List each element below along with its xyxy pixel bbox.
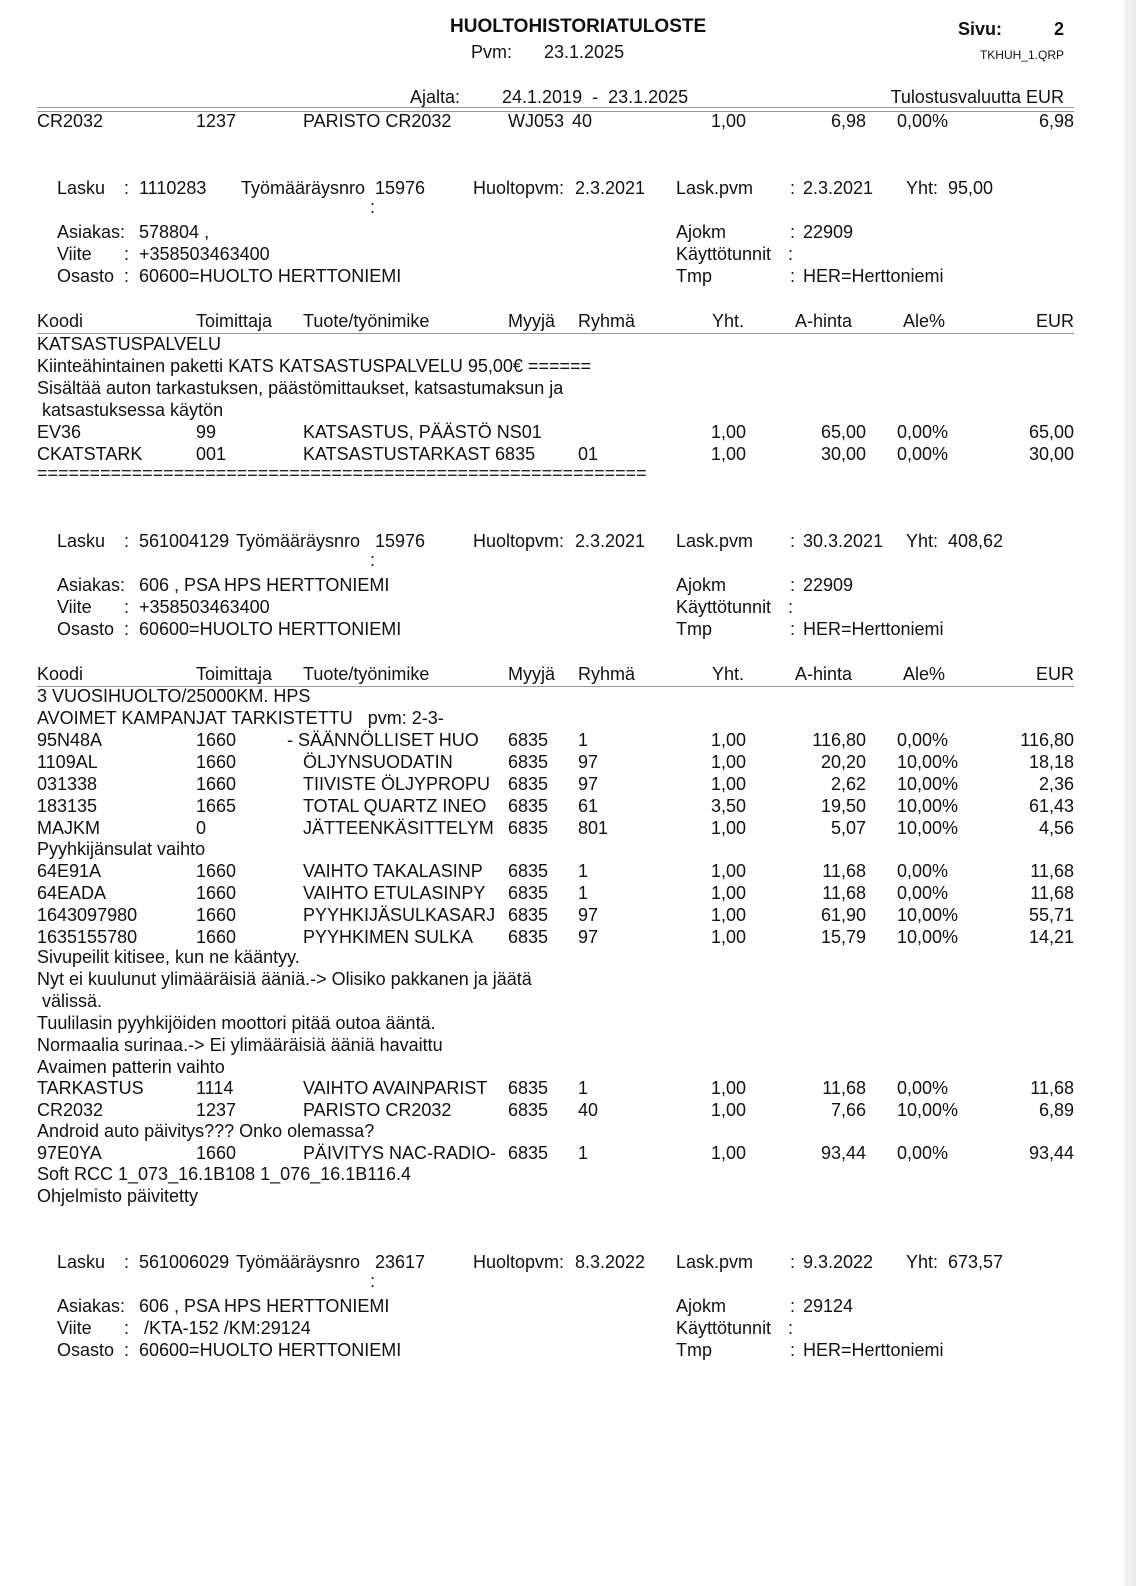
cell-qty: 1,00: [710, 730, 746, 750]
invoice-date-label: Lask.pvm: [676, 178, 754, 198]
note-line: Nyt ei kuulunut ylimääräisiä ääniä.-> Olisiko pakkanen ja jäätä: [37, 969, 532, 989]
mileage-colon: :: [790, 222, 796, 242]
cell-unit-price: 5,07: [830, 818, 866, 838]
cell-product: VAIHTO AVAINPARIST: [303, 1078, 488, 1098]
cell-group: 97: [578, 905, 599, 925]
cell-group: 1: [578, 861, 589, 881]
invoice-date-colon: :: [790, 178, 796, 198]
cell-qty: 1,00: [710, 883, 746, 903]
cell-product: - SÄÄNNÖLLISET HUO: [287, 730, 479, 750]
period-value: 24.1.2019 - 23.1.2025: [502, 87, 689, 107]
column-header: [0, 663, 1136, 685]
reference-value: /KTA-152 /KM:29124: [139, 1318, 311, 1338]
cell-unit-price: 11,68: [822, 883, 866, 903]
invoice-label: Lasku: [57, 178, 106, 198]
col-group: Ryhmä: [578, 311, 636, 331]
mileage-label: Ajokm: [676, 1296, 727, 1316]
cell-seller: 6835: [508, 1078, 549, 1098]
invoice-label: Lasku: [57, 1252, 106, 1272]
cell-group: 1: [578, 883, 589, 903]
currency-label: Tulostusvaluutta EUR: [890, 87, 1064, 107]
cell-eur: 18,18: [1028, 752, 1074, 772]
note-line: Pyyhkijänsulat vaihto: [37, 839, 206, 859]
operating-hours-colon: :: [788, 244, 794, 264]
mileage-colon: :: [790, 1296, 796, 1316]
service-date: 2.3.2021: [575, 531, 646, 551]
cell-code: MAJKM: [37, 818, 100, 838]
col-discount: Ale%: [903, 311, 946, 331]
note-line: välissä.: [37, 991, 103, 1011]
customer-value: 578804 ,: [139, 222, 210, 242]
cell-product: PARISTO CR2032: [303, 111, 452, 131]
cell-code: 1635155780: [37, 927, 138, 947]
cell-unit-price: 61,90: [820, 905, 866, 925]
note-line: Kiinteähintainen paketti KATS KATSASTUSPALVELU 95,00€ ======: [37, 356, 592, 376]
cell-product: KATSASTUS, PÄÄSTÖ NS01: [303, 422, 542, 442]
note-line: Avaimen patterin vaihto: [37, 1057, 225, 1077]
cell-product: KATSASTUSTARKAST 6835: [303, 444, 536, 464]
operating-hours-colon: :: [788, 597, 794, 617]
cell-discount: 10,00%: [897, 818, 959, 838]
reference-value: +358503463400: [139, 597, 270, 617]
cell-qty: 1,00: [710, 861, 746, 881]
operating-hours-label: Käyttötunnit: [676, 597, 772, 617]
service-date-label: Huoltopvm:: [473, 1252, 565, 1272]
note-line: Android auto päivitys??? Onko olemassa?: [37, 1121, 375, 1141]
cell-code: CKATSTARK: [37, 444, 143, 464]
operating-hours-colon: :: [788, 1318, 794, 1338]
mileage-value: 22909: [803, 222, 854, 242]
operating-hours-label: Käyttötunnit: [676, 1318, 772, 1338]
reference-colon: :: [124, 597, 130, 617]
cell-discount: 0,00%: [897, 730, 949, 750]
col-seller: Myyjä: [508, 664, 556, 684]
cell-supplier: 99: [196, 422, 217, 442]
cell-seller: 6835: [508, 883, 549, 903]
page-number: 2: [1053, 19, 1064, 39]
work-order-label: Työmääräysnro: [236, 531, 361, 551]
cell-seller: WJ053: [508, 111, 565, 131]
col-code: Koodi: [37, 664, 84, 684]
cell-group: 97: [578, 774, 599, 794]
cell-eur: 14,21: [1028, 927, 1074, 947]
cell-code: 1109AL: [37, 752, 98, 772]
cell-seller: 6835: [508, 752, 549, 772]
cell-supplier: 1660: [196, 861, 237, 881]
service-date-label: Huoltopvm:: [473, 178, 565, 198]
cell-eur: 61,43: [1028, 796, 1074, 816]
location-colon: :: [790, 266, 796, 286]
separator-line: ==========================================================: [37, 463, 647, 483]
service-date: 2.3.2021: [575, 178, 646, 198]
work-order-number: 15976: [375, 178, 426, 198]
cell-seller: 6835: [508, 1100, 549, 1120]
col-unit-price: A-hinta: [795, 311, 853, 331]
cell-eur: 30,00: [1028, 444, 1074, 464]
cell-qty: 1,00: [710, 422, 746, 442]
department-value: 60600=HUOLTO HERTTONIEMI: [139, 1340, 402, 1360]
total-label: Yht:: [906, 531, 939, 551]
cell-group: 61: [578, 796, 599, 816]
cell-supplier: 1665: [196, 796, 237, 816]
report-title: HUOLTOHISTORIATULOSTE: [450, 16, 707, 37]
cell-eur: 11,68: [1030, 861, 1074, 881]
cell-qty: 3,50: [710, 796, 746, 816]
cell-product: TOTAL QUARTZ INEO: [303, 796, 487, 816]
page-label: Sivu:: [958, 19, 1003, 39]
mileage-value: 22909: [803, 575, 854, 595]
invoice-date: 9.3.2022: [803, 1252, 874, 1272]
cell-product: VAIHTO TAKALASINP: [303, 861, 483, 881]
reference-colon: :: [124, 1318, 130, 1338]
note-line: Tuulilasin pyyhkijöiden moottori pitää outoa ääntä.: [37, 1013, 436, 1033]
cell-unit-price: 15,79: [820, 927, 866, 947]
cell-discount: 10,00%: [897, 1100, 959, 1120]
invoice-number: 561006029: [139, 1252, 230, 1272]
table-row: [0, 1142, 1136, 1164]
customer-label: Asiakas:: [57, 222, 126, 242]
col-qty: Yht.: [712, 311, 745, 331]
cell-product: PYYHKIMEN SULKA: [303, 927, 474, 947]
work-order-colon: :: [370, 197, 376, 217]
table-row: [0, 773, 1136, 795]
cell-supplier: 1660: [196, 752, 237, 772]
cell-supplier: 1660: [196, 883, 237, 903]
col-eur: EUR: [1035, 664, 1074, 684]
invoice-number: 1110283: [139, 178, 207, 198]
table-row: [0, 904, 1136, 926]
note-line: AVOIMET KAMPANJAT TARKISTETTU pvm: 2-3-: [37, 708, 444, 728]
cell-code: 97E0YA: [37, 1143, 102, 1163]
report-code: TKHUH_1.QRP: [979, 48, 1064, 62]
cell-group: 01: [578, 444, 599, 464]
cell-product: ÖLJYNSUODATIN: [303, 752, 453, 772]
cell-code: EV36: [37, 422, 82, 442]
table-row: [0, 421, 1136, 443]
cell-discount: 10,00%: [897, 905, 959, 925]
department-value: 60600=HUOLTO HERTTONIEMI: [139, 266, 402, 286]
cell-unit-price: 65,00: [820, 422, 866, 442]
cell-unit-price: 93,44: [820, 1143, 866, 1163]
cell-discount: 10,00%: [897, 796, 959, 816]
note-line: 3 VUOSIHUOLTO/25000KM. HPS: [37, 686, 311, 706]
cell-qty: 1,00: [710, 818, 746, 838]
customer-value: 606 , PSA HPS HERTTONIEMI: [139, 1296, 390, 1316]
department-colon: :: [124, 619, 130, 639]
cell-qty: 1,00: [710, 111, 746, 131]
cell-qty: 1,00: [710, 1143, 746, 1163]
cell-eur: 55,71: [1028, 905, 1074, 925]
cell-group: 97: [578, 927, 599, 947]
location-value: HER=Herttoniemi: [803, 266, 944, 286]
cell-unit-price: 19,50: [820, 796, 866, 816]
cell-supplier: 1237: [196, 111, 237, 131]
cell-discount: 0,00%: [897, 883, 949, 903]
cell-group: 40: [578, 1100, 599, 1120]
note-line: katsastuksessa käytön: [37, 400, 224, 420]
cell-supplier: 001: [196, 444, 227, 464]
total-label: Yht:: [906, 178, 939, 198]
cell-code: 031338: [37, 774, 98, 794]
cell-eur: 116,80: [1020, 730, 1074, 750]
cell-supplier: 1114: [196, 1078, 234, 1098]
customer-label: Asiakas:: [57, 1296, 126, 1316]
invoice-date: 30.3.2021: [803, 531, 884, 551]
cell-seller: 6835: [508, 1143, 549, 1163]
reference-value: +358503463400: [139, 244, 270, 264]
location-label: Tmp: [676, 1340, 712, 1360]
cell-group: 801: [578, 818, 609, 838]
cell-supplier: 1660: [196, 927, 237, 947]
invoice-date: 2.3.2021: [803, 178, 874, 198]
invoice-date-colon: :: [790, 531, 796, 551]
col-discount: Ale%: [903, 664, 946, 684]
cell-qty: 1,00: [710, 1078, 746, 1098]
cell-discount: 10,00%: [897, 752, 959, 772]
table-row: [0, 1077, 1136, 1099]
mileage-label: Ajokm: [676, 222, 727, 242]
cell-discount: 0,00%: [897, 444, 949, 464]
invoice-number: 561004129: [139, 531, 230, 551]
table-row: [0, 751, 1136, 773]
cell-code: 64EADA: [37, 883, 107, 903]
cell-eur: 93,44: [1028, 1143, 1074, 1163]
col-eur: EUR: [1035, 311, 1074, 331]
reference-label: Viite: [57, 1318, 92, 1338]
cell-discount: 10,00%: [897, 927, 959, 947]
work-order-label: Työmääräysnro: [241, 178, 366, 198]
invoice-date-label: Lask.pvm: [676, 531, 754, 551]
print-date-value: 23.1.2025: [544, 42, 625, 62]
department-label: Osasto: [57, 266, 115, 286]
cell-discount: 0,00%: [897, 422, 949, 442]
invoice-colon: :: [124, 1252, 130, 1272]
cell-seller: 6835: [508, 774, 549, 794]
note-line: Sivupeilit kitisee, kun ne kääntyy.: [37, 947, 300, 967]
table-row: [0, 729, 1136, 751]
department-label: Osasto: [57, 619, 115, 639]
note-line: Ohjelmisto päivitetty: [37, 1186, 199, 1206]
mileage-colon: :: [790, 575, 796, 595]
col-unit-price: A-hinta: [795, 664, 853, 684]
cell-seller: 6835: [508, 905, 549, 925]
cell-supplier: 1660: [196, 905, 237, 925]
cell-discount: 10,00%: [897, 774, 959, 794]
cell-group: 1: [578, 1078, 589, 1098]
location-label: Tmp: [676, 266, 712, 286]
work-order-number: 15976: [375, 531, 426, 551]
cell-unit-price: 2,62: [830, 774, 866, 794]
col-supplier: Toimittaja: [196, 311, 273, 331]
work-order-number: 23617: [375, 1252, 426, 1272]
cell-code: TARKASTUS: [37, 1078, 144, 1098]
cell-unit-price: 116,80: [812, 730, 866, 750]
col-seller: Myyjä: [508, 311, 556, 331]
location-colon: :: [790, 619, 796, 639]
work-order-colon: :: [370, 550, 376, 570]
cell-qty: 1,00: [710, 905, 746, 925]
cell-eur: 6,89: [1038, 1100, 1074, 1120]
mileage-label: Ajokm: [676, 575, 727, 595]
invoice-colon: :: [124, 531, 130, 551]
cell-supplier: 0: [196, 818, 207, 838]
cell-seller: 6835: [508, 927, 549, 947]
cell-group: 40: [572, 111, 593, 131]
cell-unit-price: 20,20: [820, 752, 866, 772]
cell-eur: 2,36: [1038, 774, 1074, 794]
cell-seller: 6835: [508, 818, 549, 838]
cell-code: 1643097980: [37, 905, 138, 925]
col-product: Tuote/työnimike: [303, 311, 430, 331]
note-line: KATSASTUSPALVELU: [37, 334, 222, 354]
cell-code: CR2032: [37, 1100, 104, 1120]
col-supplier: Toimittaja: [196, 664, 273, 684]
location-colon: :: [790, 1340, 796, 1360]
work-order-label: Työmääräysnro: [236, 1252, 361, 1272]
cell-eur: 11,68: [1030, 1078, 1074, 1098]
cell-discount: 0,00%: [897, 1143, 949, 1163]
location-value: HER=Herttoniemi: [803, 619, 944, 639]
service-date-label: Huoltopvm:: [473, 531, 565, 551]
invoice-date-label: Lask.pvm: [676, 1252, 754, 1272]
cell-group: 1: [578, 730, 589, 750]
cell-supplier: 1660: [196, 774, 237, 794]
col-qty: Yht.: [712, 664, 745, 684]
department-value: 60600=HUOLTO HERTTONIEMI: [139, 619, 402, 639]
cell-unit-price: 11,68: [822, 1078, 866, 1098]
cell-supplier: 1660: [196, 730, 237, 750]
cell-code: 183135: [37, 796, 98, 816]
cell-discount: 0,00%: [897, 111, 949, 131]
note-line: Soft RCC 1_073_16.1B108 1_076_16.1B116.4: [37, 1164, 411, 1184]
department-colon: :: [124, 1340, 130, 1360]
operating-hours-label: Käyttötunnit: [676, 244, 772, 264]
cell-code: 64E91A: [37, 861, 102, 881]
cell-unit-price: 7,66: [830, 1100, 866, 1120]
cell-qty: 1,00: [710, 444, 746, 464]
cell-code: CR2032: [37, 111, 104, 131]
invoice-colon: :: [124, 178, 135, 198]
department-label: Osasto: [57, 1340, 115, 1360]
note-line: Sisältää auton tarkastuksen, päästömittaukset, katsastumaksun ja: [37, 378, 564, 398]
cell-group: 1: [578, 1143, 589, 1163]
cell-qty: 1,00: [710, 752, 746, 772]
col-code: Koodi: [37, 311, 84, 331]
table-row: [0, 926, 1136, 948]
work-order-colon: :: [370, 1271, 376, 1291]
cell-product: PARISTO CR2032: [303, 1100, 452, 1120]
cell-seller: 6835: [508, 861, 549, 881]
location-label: Tmp: [676, 619, 712, 639]
cell-seller: 6835: [508, 796, 549, 816]
department-colon: :: [124, 266, 130, 286]
cell-eur: 11,68: [1030, 883, 1074, 903]
cell-unit-price: 30,00: [820, 444, 866, 464]
cell-group: 97: [578, 752, 599, 772]
cell-product: JÄTTEENKÄSITTELYM: [303, 818, 494, 838]
cell-qty: 1,00: [710, 927, 746, 947]
cell-code: 95N48A: [37, 730, 103, 750]
invoice-total: 95,00: [948, 178, 994, 198]
cell-unit-price: 11,68: [822, 861, 866, 881]
invoice-total: 408,62: [948, 531, 1004, 551]
cell-product: TIIVISTE ÖLJYPROPU: [303, 774, 491, 794]
total-label: Yht:: [906, 1252, 939, 1272]
cell-supplier: 1660: [196, 1143, 237, 1163]
cell-qty: 1,00: [710, 1100, 746, 1120]
cell-eur: 4,56: [1038, 818, 1074, 838]
cell-eur: 6,98: [1038, 111, 1074, 131]
table-row: [0, 860, 1136, 882]
table-row: [0, 795, 1136, 817]
mileage-value: 29124: [803, 1296, 854, 1316]
print-date-label: Pvm:: [471, 42, 513, 62]
table-row: [0, 1099, 1136, 1121]
reference-label: Viite: [57, 597, 92, 617]
cell-qty: 1,00: [710, 774, 746, 794]
cell-eur: 65,00: [1028, 422, 1074, 442]
table-row: [0, 882, 1136, 904]
cell-seller: 6835: [508, 730, 549, 750]
col-product: Tuote/työnimike: [303, 664, 430, 684]
cell-product: PÄIVITYS NAC-RADIO-: [303, 1143, 497, 1163]
reference-colon: :: [124, 244, 130, 264]
table-row: [0, 817, 1136, 839]
invoice-date-colon: :: [790, 1252, 796, 1272]
location-value: HER=Herttoniemi: [803, 1340, 944, 1360]
table-row: [0, 110, 1136, 132]
cell-discount: 0,00%: [897, 1078, 949, 1098]
invoice-label: Lasku: [57, 531, 106, 551]
cell-discount: 0,00%: [897, 861, 949, 881]
reference-label: Viite: [57, 244, 92, 264]
cell-unit-price: 6,98: [830, 111, 866, 131]
note-line: Normaalia surinaa.-> Ei ylimääräisiä ääniä havaittu: [37, 1035, 443, 1055]
cell-product: PYYHKIJÄSULKASARJ: [303, 905, 496, 925]
cell-supplier: 1237: [196, 1100, 237, 1120]
cell-product: VAIHTO ETULASINPY: [303, 883, 486, 903]
invoice-total: 673,57: [948, 1252, 1004, 1272]
customer-label: Asiakas:: [57, 575, 126, 595]
column-header: [0, 310, 1136, 332]
col-group: Ryhmä: [578, 664, 636, 684]
customer-value: 606 , PSA HPS HERTTONIEMI: [139, 575, 390, 595]
period-label: Ajalta:: [410, 87, 461, 107]
service-date: 8.3.2022: [575, 1252, 646, 1272]
